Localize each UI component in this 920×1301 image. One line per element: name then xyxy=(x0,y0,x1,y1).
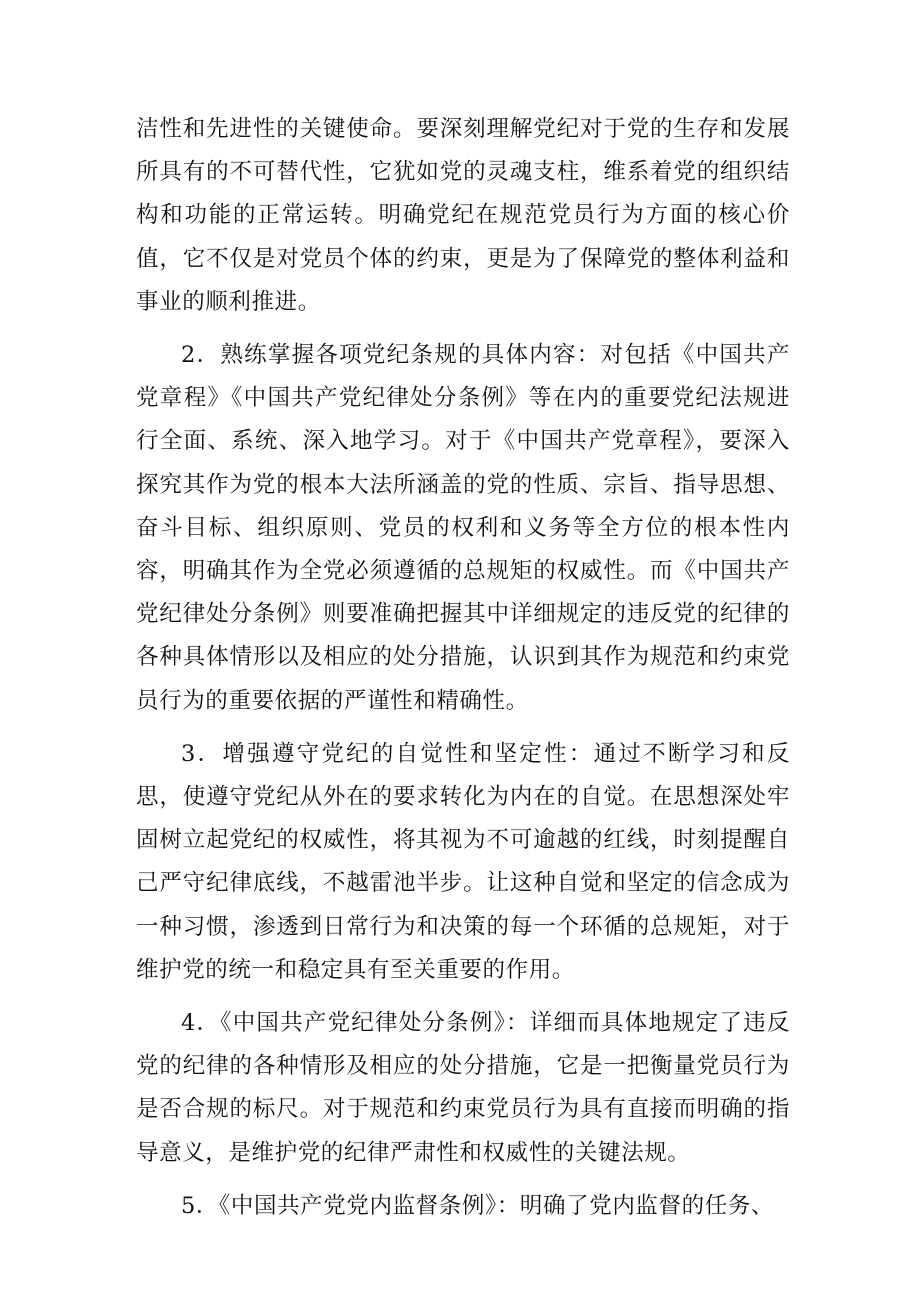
document-body xyxy=(136,108,790,1238)
paragraph-item-5: 5．《中国共产党党内监督条例》：明确了党内监督的任务、 xyxy=(181,1192,775,1219)
paragraph-item-2: 2．熟练掌握各项党纪条规的具体内容：对包括《中国共产党章程》《中国共产党纪律处分条例》等在内的重要党纪法规进行全面、系统、深入地学习。对于《中国共产党章程》，要深入探究其作为党的根本大法所涵盖的党的性质、宗旨、指导思想、奋斗目标、组织原则、党员的权利和义务等全方位的根本性内容，明确其作为全党必须遵循的总规矩的权威性。而《中国共产党纪律处分条例》则要准确把握其中详细规定的违反党的纪律的各种具体情形以及相应的处分措施，认识到其作为规范和约束党员行为的重要依据的严谨性和精确性。 xyxy=(136,342,790,714)
paragraph-continuation-1: 洁性和先进性的关键使命。要深刻理解党纪对于党的生存和发展所具有的不可替代性，它犹如党的灵魂支柱，维系着党的组织结构和功能的正常运转。明确党纪在规范党员行为方面的核心价值，它不仅是对党员个体的约束，更是为了保障党的整体利益和事业的顺利推进。 xyxy=(136,116,790,315)
paragraph-item-4: 4．《中国共产党纪律处分条例》：详细而具体地规定了违反党的纪律的各种情形及相应的处分措施，它是一把衡量党员行为是否合规的标尺。对于规范和约束党员行为具有直接而明确的指导意义，是维护党的纪律严肃性和权威性的关键法规。 xyxy=(136,1010,790,1166)
paragraph-item-3: 3．增强遵守党纪的自觉性和坚定性：通过不断学习和反思，使遵守党纪从外在的要求转化为内在的自觉。在思想深处牢固树立起党纪的权威性，将其视为不可逾越的红线，时刻提醒自己严守纪律底线，不越雷池半步。让这种自觉和坚定的信念成为一种习惯，渗透到日常行为和决策的每一个环循的总规矩，对于维护党的统一和稳定具有至关重要的作用。 xyxy=(136,740,790,983)
